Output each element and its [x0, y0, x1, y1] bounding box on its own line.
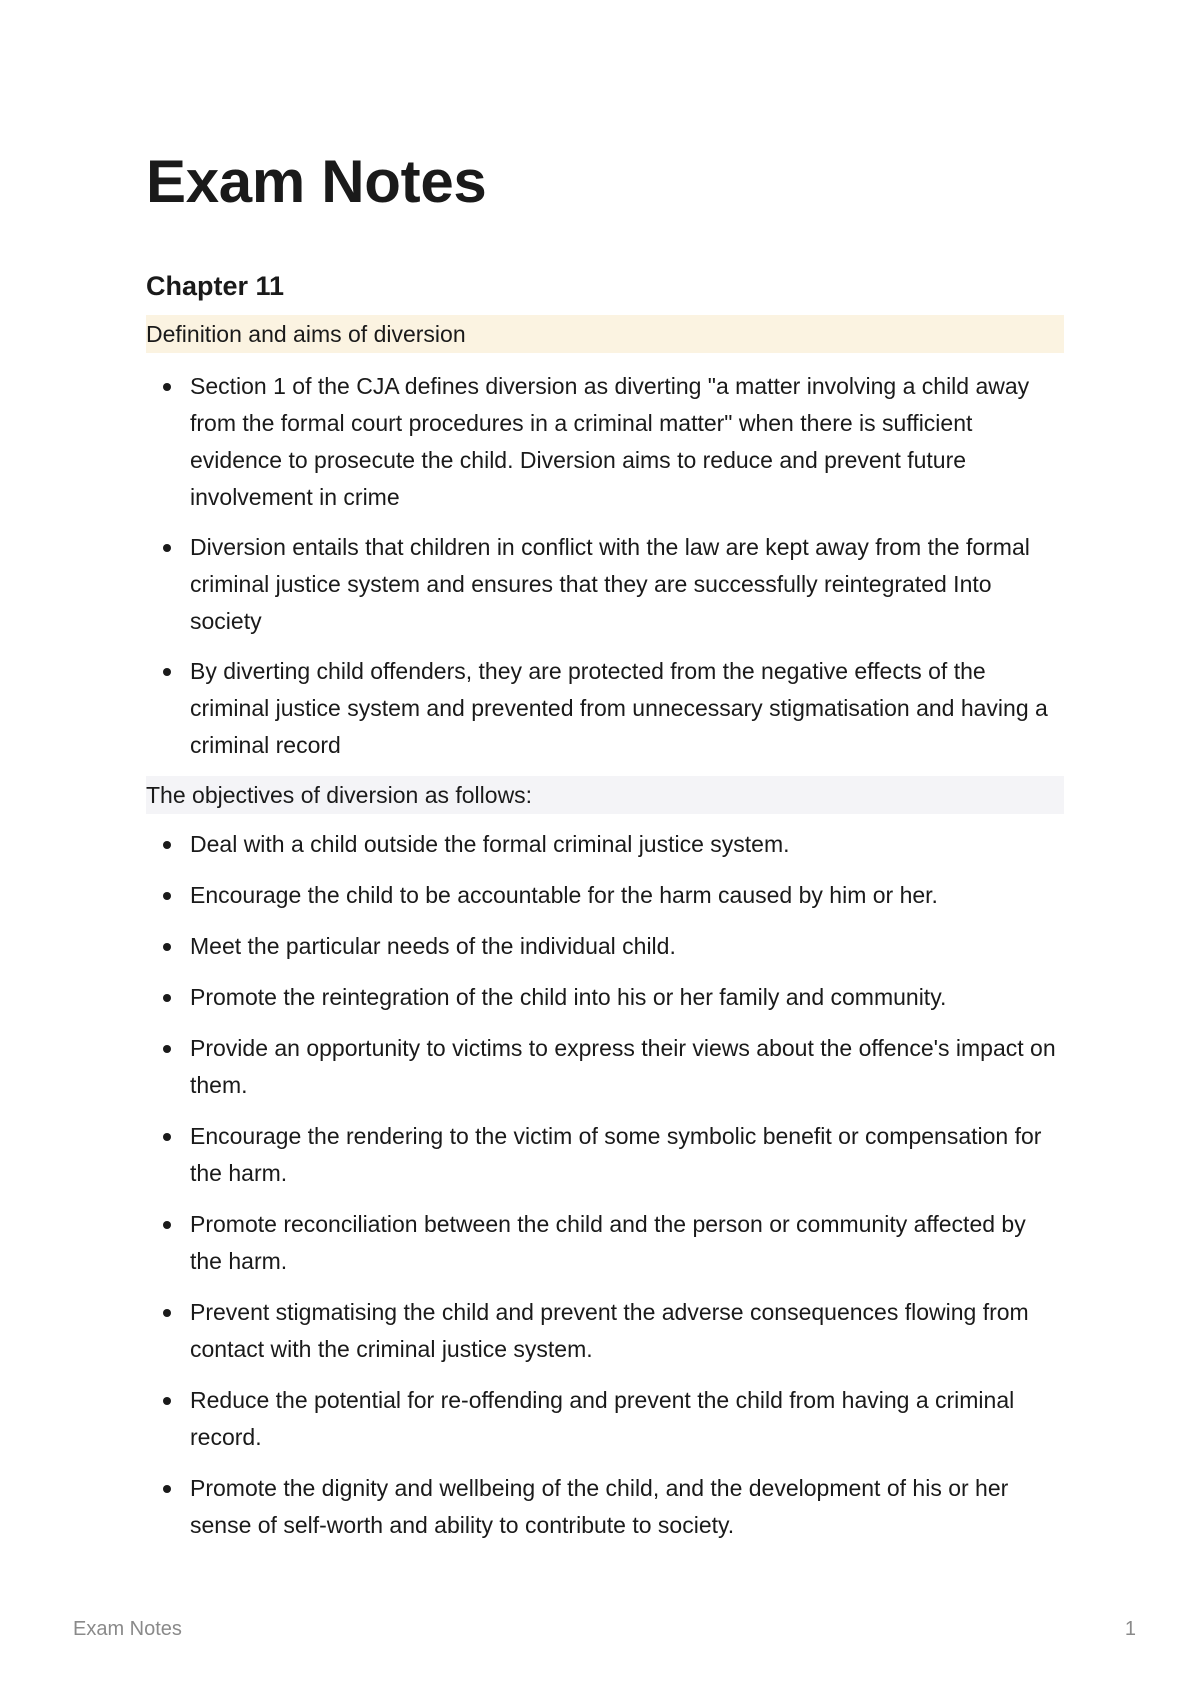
- bullet-icon: [163, 943, 171, 951]
- list-item: [146, 1118, 1064, 1192]
- list-item-text: Promote the dignity and wellbeing of the child, and the development of his or her sense of self-worth and ability to contribute to society.: [190, 1475, 1009, 1538]
- chapter-heading: Chapter 11: [146, 271, 285, 301]
- list-item-text: Prevent stigmatising the child and prevent the adverse consequences flowing from contact with the criminal justice system.: [190, 1299, 1029, 1362]
- bullet-icon: [163, 1309, 171, 1317]
- bullet-icon: [163, 383, 171, 391]
- aims-callout: Definition and aims of diversion: [146, 315, 1064, 353]
- list-item-text: Diversion entails that children in conflict with the law are kept away from the formal criminal justice system and ensures that they are successfully reintegrated Into society: [190, 534, 1030, 634]
- bullet-icon: [163, 1221, 171, 1229]
- footer-label: Exam Notes: [73, 1618, 182, 1640]
- list-item: [146, 368, 1064, 516]
- list-item-text: Encourage the child to be accountable for the harm caused by him or her.: [190, 882, 938, 908]
- list-item: [146, 826, 1064, 863]
- list-item-text: Promote the reintegration of the child into his or her family and community.: [190, 984, 947, 1010]
- list-item-text: Deal with a child outside the formal criminal justice system.: [190, 831, 790, 857]
- list-item: [146, 1206, 1064, 1280]
- list-item-text: By diverting child offenders, they are protected from the negative effects of the criminal justice system and prevented from unnecessary stigmatisation and having a criminal record: [190, 658, 1048, 758]
- list-item: [146, 928, 1064, 965]
- list-item-text: Provide an opportunity to victims to express their views about the offence's impact on them.: [190, 1035, 1056, 1098]
- document-title: Exam Notes: [146, 148, 487, 215]
- list-item: [146, 877, 1064, 914]
- bullet-icon: [163, 841, 171, 849]
- list-item: [146, 979, 1064, 1016]
- list-item: [146, 529, 1064, 640]
- list-item-text: Reduce the potential for re-offending and prevent the child from having a criminal record.: [190, 1387, 1015, 1450]
- list-item: [146, 1382, 1064, 1456]
- list-item: [146, 1294, 1064, 1368]
- list-item-text: Promote reconciliation between the child and the person or community affected by the harm.: [190, 1211, 1026, 1274]
- objectives-list: [146, 826, 1064, 1558]
- bullet-icon: [163, 1485, 171, 1493]
- list-item-text: Encourage the rendering to the victim of some symbolic benefit or compensation for the harm.: [190, 1123, 1042, 1186]
- list-item-text: Meet the particular needs of the individual child.: [190, 933, 676, 959]
- list-item: [146, 1470, 1064, 1544]
- list-item: [146, 653, 1064, 764]
- page-number: 1: [1124, 1618, 1136, 1640]
- list-item-text: Section 1 of the CJA defines diversion as diverting "a matter involving a child away from the formal court procedures in a criminal matter" when there is sufficient evidence to prosecute the child. Diversion aims to reduce and prevent future involvement in crime: [190, 373, 1030, 510]
- bullet-icon: [163, 668, 171, 676]
- bullet-icon: [163, 1045, 171, 1053]
- bullet-icon: [163, 544, 171, 552]
- bullet-icon: [163, 1133, 171, 1141]
- list-item: [146, 1030, 1064, 1104]
- bullet-icon: [163, 1397, 171, 1405]
- objectives-callout: The objectives of diversion as follows:: [146, 776, 1064, 814]
- aims-list: [146, 368, 1064, 777]
- bullet-icon: [163, 892, 171, 900]
- bullet-icon: [163, 994, 171, 1002]
